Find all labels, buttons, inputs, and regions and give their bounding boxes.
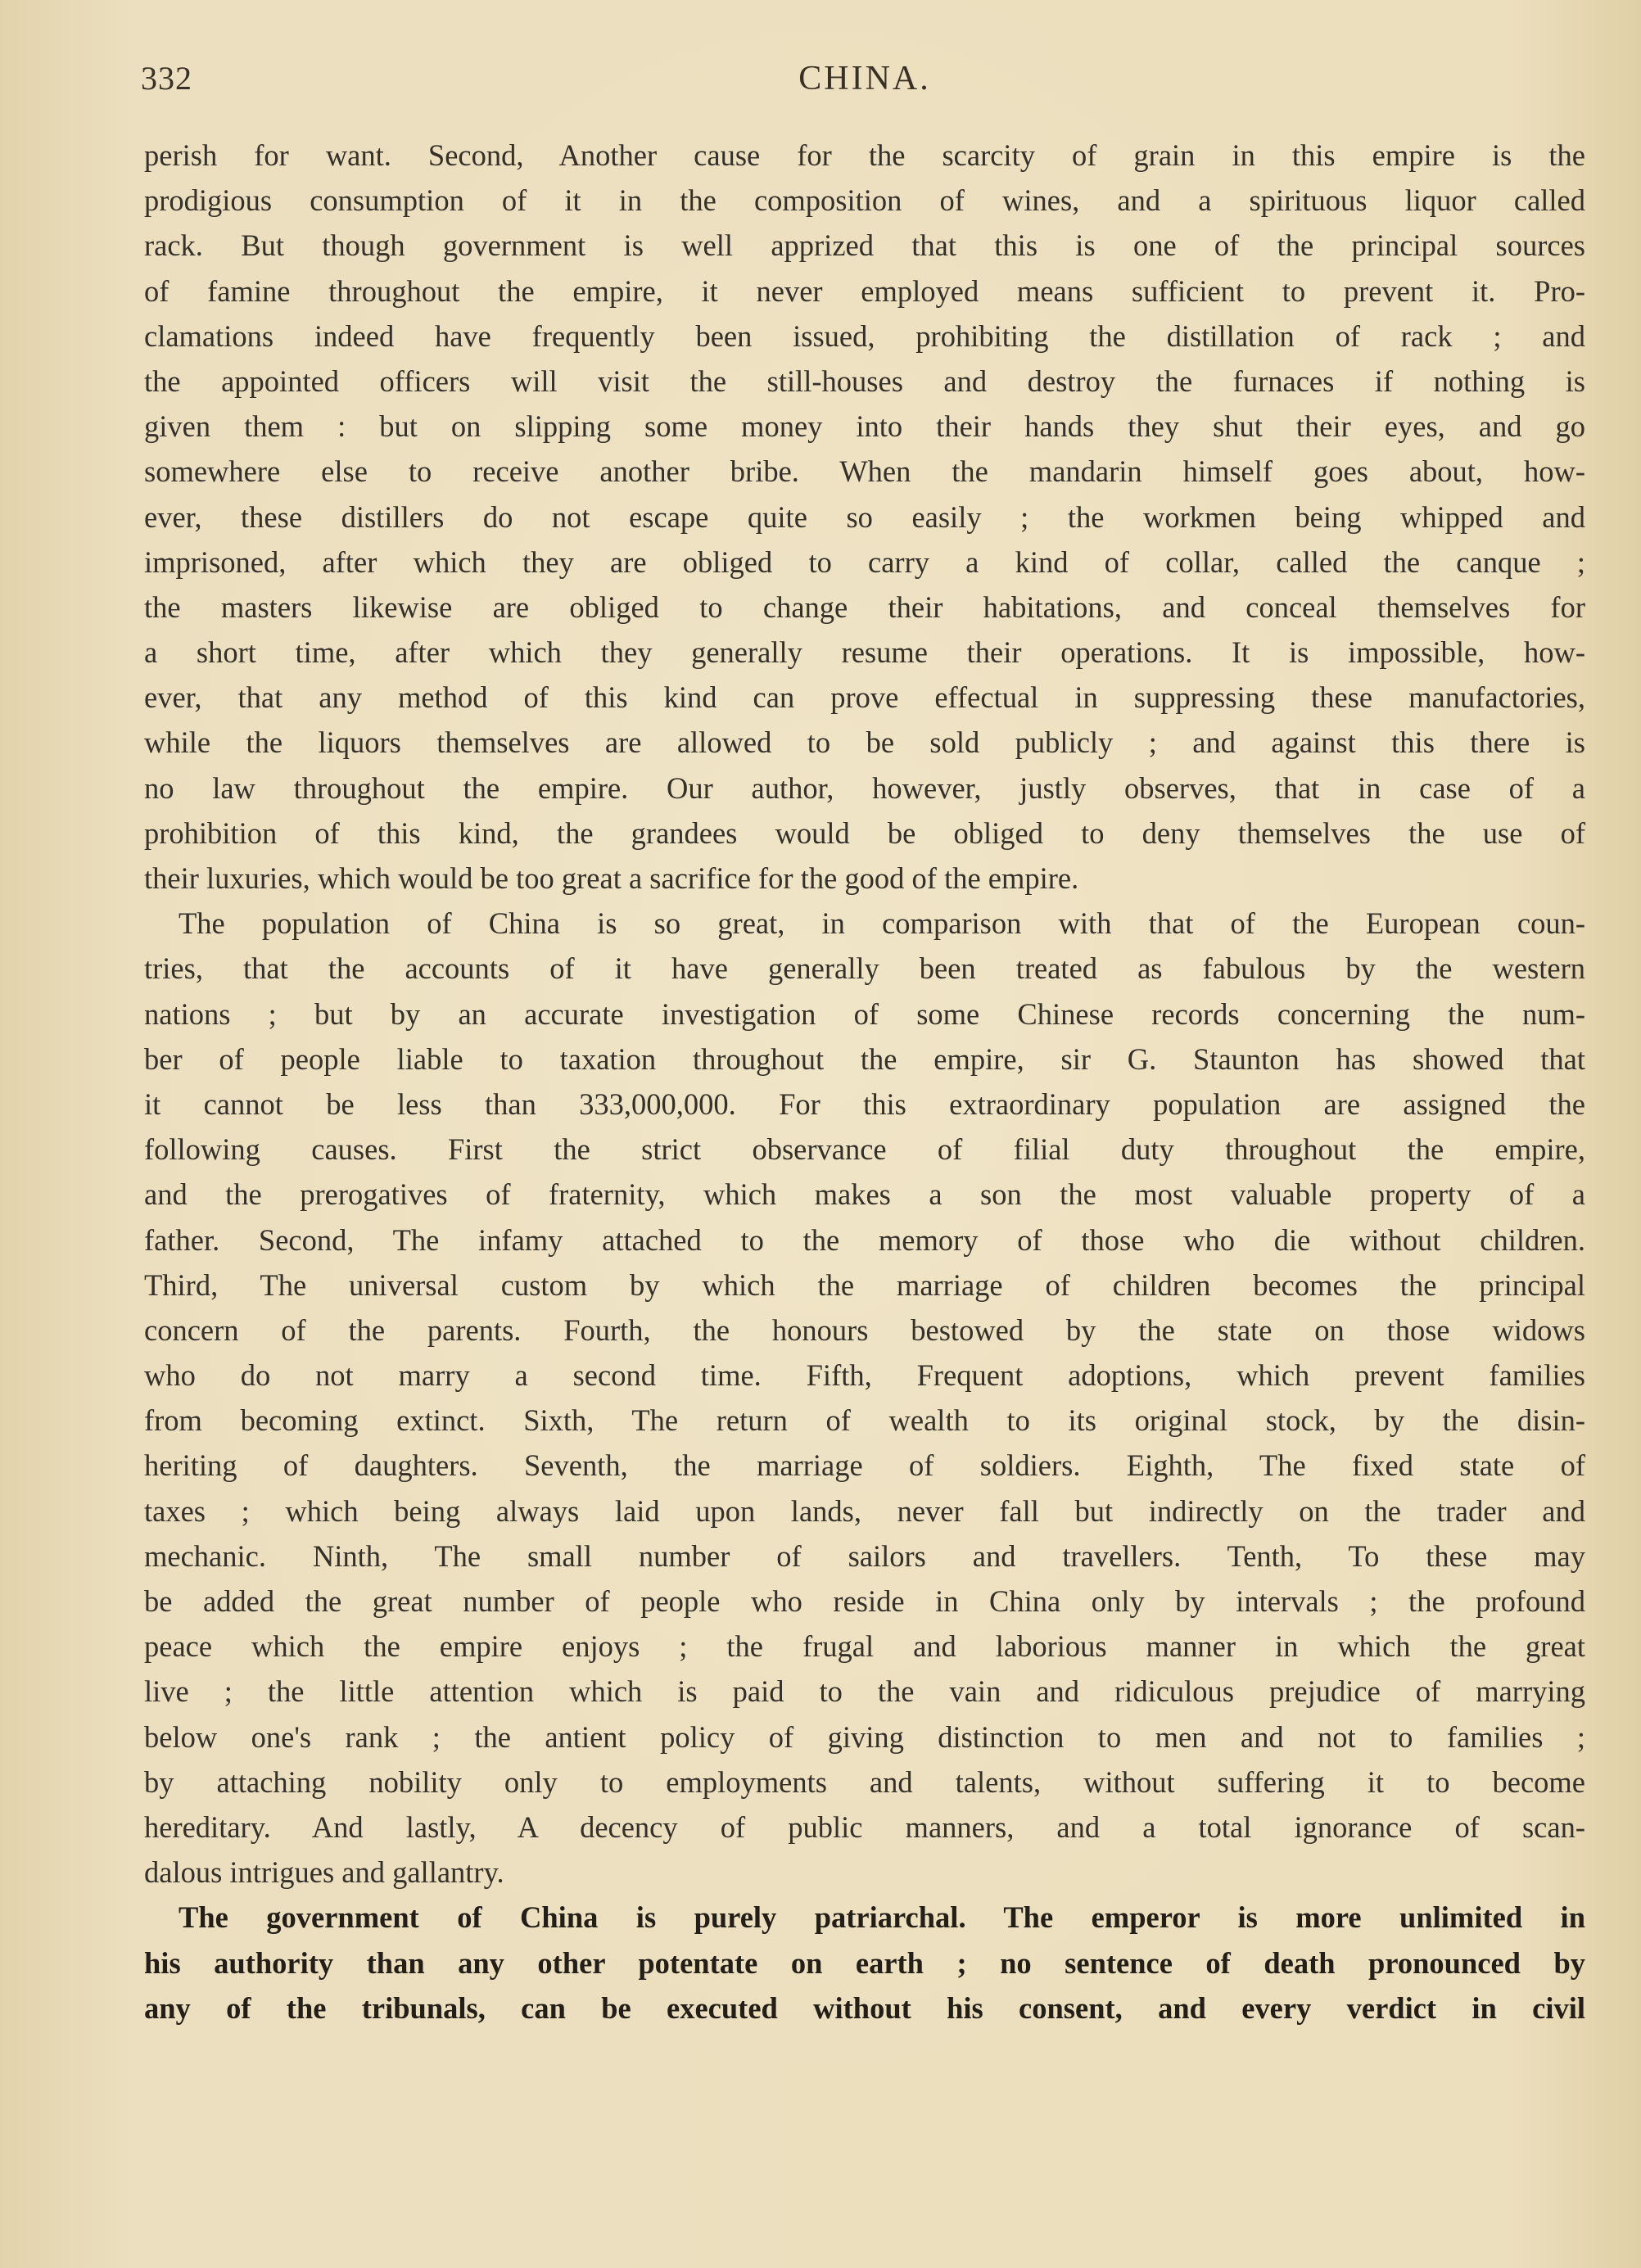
- text-line: it cannot be less than 333,000,000. For this extraordinary population are assigned the: [144, 1087, 1585, 1121]
- running-head: CHINA.: [798, 60, 931, 97]
- text-line: concern of the parents. Fourth, the honours bestowed by the state on those widows: [144, 1312, 1585, 1347]
- text-line: following causes. First the strict observance of filial duty throughout the empire,: [144, 1132, 1585, 1167]
- text-line: below one's rank ; the antient policy of giving distinction to men and not to families ;: [144, 1719, 1585, 1754]
- text-line: The population of China is so great, in comparison with that of the European coun-: [179, 906, 1585, 941]
- text-line: no law throughout the empire. Our author, however, justly observes, that in case of a: [144, 770, 1585, 805]
- text-line: peace which the empire enjoys ; the frugal and laborious manner in which the great: [144, 1629, 1585, 1664]
- text-line: the masters likewise are obliged to change their habitations, and conceal themselves for: [144, 590, 1585, 624]
- paragraph-grain-scarcity: [144, 133, 1585, 901]
- text-line: tries, that the accounts of it have generally been treated as fabulous by the western: [144, 951, 1585, 986]
- text-line: heriting of daughters. Seventh, the marriage of soldiers. Eighth, The fixed state of: [144, 1448, 1585, 1483]
- text-line: the appointed officers will visit the still-houses and destroy the furnaces if nothing is: [144, 364, 1585, 398]
- text-line: father. Second, The infamy attached to the memory of those who die without children.: [144, 1222, 1585, 1257]
- page-number: 332: [141, 60, 192, 97]
- text-line: of famine throughout the empire, it never employed means sufficient to prevent it. Pro-: [144, 273, 1585, 308]
- text-line: live ; the little attention which is paid to the vain and ridiculous prejudice of marrying: [144, 1674, 1585, 1709]
- text-line: taxes ; which being always laid upon lands, never fall but indirectly on the trader and: [144, 1493, 1585, 1528]
- page-header: [141, 59, 1589, 108]
- text-line: given them : but on slipping some money into their hands they shut their eyes, and go: [144, 409, 1585, 444]
- text-line: while the liquors themselves are allowed to be sold publicly ; and against this there is: [144, 725, 1585, 760]
- text-line: who do not marry a second time. Fifth, Frequent adoptions, which prevent families: [144, 1358, 1585, 1393]
- text-line: imprisoned, after which they are obliged to carry a kind of collar, called the canque ;: [144, 544, 1585, 579]
- text-line: their luxuries, which would be too great a sacrifice for the good of the empire.: [144, 861, 1079, 895]
- text-line: rack. But though government is well apprized that this is one of the principal sources: [144, 228, 1585, 263]
- text-line: ever, these distillers do not escape quite so easily ; the workmen being whipped and: [144, 499, 1585, 534]
- text-line: The government of China is purely patriarchal. The emperor is more unlimited in: [179, 1900, 1585, 1935]
- text-line: ever, that any method of this kind can prove effectual in suppressing these manufactories,: [144, 680, 1585, 715]
- text-line: by attaching nobility only to employments and talents, without suffering it to become: [144, 1764, 1585, 1799]
- text-line: dalous intrigues and gallantry.: [144, 1855, 504, 1890]
- text-line: somewhere else to receive another bribe. When the mandarin himself goes about, how-: [144, 454, 1585, 489]
- text-line: hereditary. And lastly, A decency of public manners, and a total ignorance of scan-: [144, 1809, 1585, 1844]
- text-line: clamations indeed have frequently been issued, prohibiting the distillation of rack ; and: [144, 319, 1585, 353]
- text-line: Third, The universal custom by which the marriage of children becomes the principal: [144, 1267, 1585, 1302]
- text-line: be added the great number of people who reside in China only by intervals ; the profound: [144, 1584, 1585, 1618]
- text-line: prohibition of this kind, the grandees would be obliged to deny themselves the use of: [144, 815, 1585, 850]
- paragraph-population: [144, 901, 1585, 1895]
- text-line: ber of people liable to taxation throughout the empire, sir G. Staunton has showed that: [144, 1041, 1585, 1076]
- text-line: a short time, after which they generally resume their operations. It is impossible, how-: [144, 635, 1585, 670]
- text-line: and the prerogatives of fraternity, which makes a son the most valuable property of a: [144, 1177, 1585, 1212]
- text-line: perish for want. Second, Another cause for the scarcity of grain in this empire is the: [144, 138, 1585, 172]
- text-line: any of the tribunals, can be executed without his consent, and every verdict in civil: [144, 1990, 1585, 2025]
- text-line: nations ; but by an accurate investigation of some Chinese records concerning the num-: [144, 996, 1585, 1031]
- text-line: prodigious consumption of it in the composition of wines, and a spirituous liquor called: [144, 183, 1585, 218]
- text-line: mechanic. Ninth, The small number of sailors and travellers. Tenth, To these may: [144, 1538, 1585, 1573]
- body-text: [144, 133, 1585, 2031]
- paragraph-government: [144, 1895, 1585, 2031]
- text-line: his authority than any other potentate on earth ; no sentence of death pronounced by: [144, 1945, 1585, 1980]
- text-line: from becoming extinct. Sixth, The return of wealth to its original stock, by the disin-: [144, 1403, 1585, 1438]
